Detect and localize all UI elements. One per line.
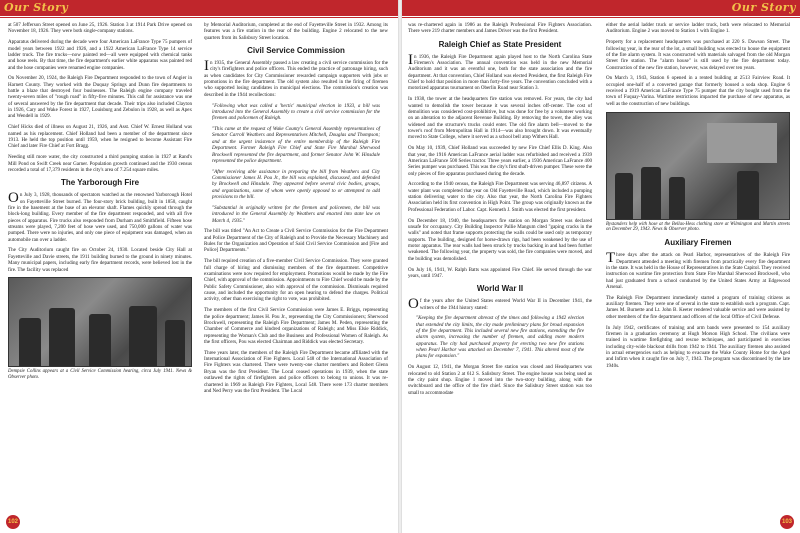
photo-caption: Dempsie Collins appears at a Civil Service Commission hearing, circa July 1941. News & Observer photo. (8, 369, 192, 381)
paragraph: The bill required creation of a five-member Civil Service Commission. They were granted full charge of hiring and dismissing members of the fire department. Competitive examinations were now required for employment. Promotions would be made by the Fire Chief, with approval of the commission. Appointments to Fire Chief would be made by the Public Safety Commissioner, also with approval of the commission. Dismissals required cause, and included the opportunity for an open hearing to defend the charges. Political activity, other than exercising the right to vote, was prohibited. (204, 258, 388, 303)
paragraph: The Raleigh Fire Department immediately started a program of training citizens as auxiliary firemen. They were one of several in the state to establish such a program. Capt. James M. Burnette and Lt. John B. Keeter rendered valuable service and were assisted by other members of the fire department and officers of the local Office of Civil Defense. (606, 294, 790, 320)
right-page (402, 0, 800, 533)
quote: "Keeping the fire department abreast of the times and following a 1942 election that extended the city limits, the city made preliminary plans for broad expansion of the fire department. This included several new fire stations, extending the fire alarm system, increasing the number of firemen, and adding more modern apparatus. The city had purchased property for erecting two new fire stations when Pearl Harbor was attacked on December 7, 1941. This altered most of the plans for expansion." (416, 315, 584, 360)
paragraph: On July 16, 1941, W. Ralph Batts was appointed Fire Chief. He served through the war years, until 1947. (408, 266, 592, 279)
paragraph: Three days after the attack on Pearl Harbor, representatives of the Raleigh Fire Department attended a meeting with firemen from practically every fire department in the state. It was held in the House of Representatives in the State Capitol. They received instruction on wartime fire protection from State Fire Marshal Sherwood Brockwell, who had just graduated from a school conducted by the United States Army at Edgewood Arsenal. (606, 250, 790, 290)
paragraph: The members of the first Civil Service Commission were James E. Briggs, representing the police department; James H. Pou Jr., representing the City Commissioners; Sherwood Brockwell, representing the Raleigh Fire Department; James M. Peden, representing the Chamber of Commerce and kindred organizations of Raleigh; and Miss Elsie Riddick, representing the Woman's Club and the Business and Professional Women of Raleigh. As the first officers, Pou was elected Chairman and Riddick was elected Secretary. (204, 307, 388, 345)
hearing-photo (8, 277, 192, 367)
paragraph: On November 20, 1924, the Raleigh Fire Department responded to the town of Angier in Harnett County. They worked with the Duquay Springs and Dunn fire departments to battle a blaze that destroyed four businesses. The Raleigh engine company traveled twenty-seven miles of "rough road" in fifty-five minutes. This call for assistance was one of several answered by the fire department that decade. Their trips also included Clayton in 1926, Cary and Wake Forest in 1927, Louisburg and Zebulon in 1928, as well as Apex and Wendell in 1929. (8, 75, 192, 120)
fire-photo (606, 112, 790, 220)
page-number-left: 102 (6, 515, 20, 529)
paragraph: Apparatus delivered during the decade were four American LaFrance Type 75 pumpers of model years between 1922 and 1926, and a 1922 American LaFrance Type 14 service ladder truck. The fire trucks—now painted red—all were equipped with chemical tanks and hose reels. By that time, the fire department's earlier white apparatus was painted red and the hose companies were renamed engine companies. (8, 39, 192, 71)
page-header-left: Our Story (0, 0, 398, 16)
paragraph: by Memorial Auditorium, completed at the end of Fayetteville Street in 1932. Among its features was a fire station in the rear of the building. Engine 2 relocated to the new quarters from its Salisbury Street location. (204, 22, 388, 41)
paragraph: In 1938, the tower at the headquarters fire station was removed. For years, the city had wanted to demolish the tower because it was several inches off-center. The cost of demolition was considered cost-prohibitive, but was done for free by a volunteer working on an alteration to the adjacent Revenue Building. By removing the tower, the alley was widened and the structure's trucks could enter. The old fire alarm bell—moved to the tower's roof from Metropolitan Hall in 1914—was also brought down. It was eventually moved to State College, where it served as a school bell atop Withers Hall. (408, 96, 592, 141)
paragraph: On August 12, 1941, the Morgan Street fire station was closed and Headquarters was relocated to old Station 2 at 612 S. Salisbury Street. The engine house was being used as the city paint shop. Engine 1 moved into the two-story building, along with the switchboard and the office of the fire chief. Since the Salisbury Street station was too small to accommodate (408, 364, 592, 396)
paragraph: Chief Hicks died of illness on August 21, 1926, and Asst. Chief W. Ernest Holland was named as his replacement. Chief Holland had been a member of the department since 1913. He held the top position until 1959, when he resigned to become Assistant Fire Chief and later Fire Chief at Fort Bragg. (8, 124, 192, 150)
paragraph: On March 3, 1943, Station 6 opened in a rented building at 2513 Fairview Road. It occupied one-half of a converted garage that formerly housed a soda shop. Engine 6 received a 1919 American LaFrance Type 75 pumper that the city bought used from the town of Fuquay-Varina. Wartime restrictions impacted the purchase of new apparatus, as well as the construction of new buildings. (606, 75, 790, 107)
paragraph: On July 3, 1928, thousands of spectators watched as the renowned Yarborough Hotel on Fayetteville Street burned. The four-story brick building, built in 1850, caught fire in the basement at the base of an elevator shaft. Flames quickly spread through the block-long building. Every member of the fire department responded, and with all five pieces of apparatus. Fire trucks also responded from Durham and Smithfield. Fifteen hose streams were played, 7,200 feet of hose were used, and 750,000 gallons of water was pumped. There were no injuries, and only one piece of equipment was damaged, when an automobile ran over a ladder. (8, 190, 192, 243)
paragraph: In 1935, the General Assembly passed a law creating a civil service commission for the city's firefighters and police officers. This ended the practice of patronage hiring, such as when candidates for City Commissioner rewarded campaign supporters with jobs or promotions in the fire department. The old system also resulted in the firing of firemen who supported losing candidates in municipal elections. The commission's creation was described in the 1944 recollections: (204, 58, 388, 98)
quote: "Following what was called a 'hectic' municipal election in 1933, a bill was introduced into the General Assembly to create a civil service commission for the firemen and policemen of Raleigh. (212, 102, 380, 122)
paragraph: Of the years after the United States entered World War II in December 1941, the writers of the 1944 history stated: (408, 296, 592, 313)
paragraph: Three years later, the members of the Raleigh Fire Department became affiliated with the International Association of Fire Fighters. Local 548 of the International Association of Fire Fighters was chartered. There were twenty-one charter members and Robert Glenn Bryan was the first President. The Local ceased operations in 1939, when the state outlawed the rights of firefighters and police officers to belong to unions. It was re-chartered in 1969 as Raleigh Fire Fighters, Local 548. There were 173 charter members and Ned Perry was the first President. The Local (204, 349, 388, 394)
quote: "This came at the request of Wake County's General Assembly representatives of Senator Carroll Weathers and Representatives Mitchell, Douglas and Thompson; and at the urgent insistence of the entire membership of the Raleigh Fire Department. Former Raleigh Fire Chief and State Fire Marshal Sherwood Brockwell represented the fire department, and former Senator John W. Hinsdale represented the police department. (212, 126, 380, 164)
paragraph: Needing still more water, the city constructed a third pumping station in 1927 at Rand's Mill Pond on Swift Creek near Garner. Population growth continued and the 1930 census recorded a total of 17,379 residents in the city's area of 7.254 square miles. (8, 154, 192, 173)
section-heading: Raleigh Chief as State President (438, 39, 562, 49)
paragraph: In July 1942, certificates of training and arm bands were presented to 154 auxiliary firemen in a graduation ceremony at Hugh Morson High School. The civilians were trained in wartime firefighting and rescue techniques, and participated in exercises including city-wide blackout drills from 1942 to 1944. The auxiliary firemen also assisted in actual emergencies such as helping to evacuate the Wake County Home for the Aged and Infirm when it caught fire on July 7, 1943. The program was discontinued by the late 1940s. (606, 324, 790, 369)
paragraph: at 507 Jefferson Street opened on June 25, 1926. Station 3 at 1914 Park Drive opened on November 18, 1926. They were both single-company stations. (8, 22, 192, 35)
section-heading: World War II (476, 284, 524, 294)
header-rule (402, 17, 800, 18)
paragraph: In 1936, the Raleigh Fire Department again played host to the North Carolina State Firemen's Association. The annual convention was held in the new Memorial Auditorium and it was an eventful one, both for the state association and the fire department. At that convention, Chief Holland was elected President, the first Raleigh Fire Chief to hold that position in more than forty-five years. The convention concluded with a motorized apparatus tournament on Oberlin Road near Station 3. (408, 51, 592, 92)
left-column-2 (204, 22, 388, 399)
header-rule (0, 17, 398, 18)
section-heading: Civil Service Commission (247, 46, 345, 56)
quote: "Substantial in originally written for the firemen and policemen, the bill was introduced in the General Assembly by Weathers and enacted into state law on March 4, 1935." (212, 204, 380, 224)
left-column-1 (8, 22, 192, 385)
right-column-2 (606, 22, 790, 374)
paragraph: was re-chartered again in 1986 as the Raleigh Professional Fire Fighters Association. There were 219 charter members and James Driver was the first President. (408, 22, 592, 35)
paragraph: On May 10, 1939, Chief Holland was succeeded by new Fire Chief Ellis D. King. Also that year, the 1916 American LaFrance aerial ladder was refurbished and received a 1939 American LaFrance 500 Series tractor. Three years earlier, a 1936 American LaFrance 400 Series pumper was purchased. This was the city's first shaft-driven pumper. These were the only pieces of fire apparatus purchased during the decade. (408, 145, 592, 177)
paragraph: The bill was titled "An Act to Create a Civil Service Commission for the Fire Department and Police Department of the City of Raleigh and to Provide the Necessary Machinery and Rules for the Organization and Operation of Said Civil Service Commission and [Fire and Police] Departments." (204, 228, 388, 254)
quote: "After receiving able assistance in preparing the bill from Weathers and City Commissioner James H. Pou Jr., the bill was explained, discussed, and defended by Brockwell and Hinsdale. They appeared before several civic bodies, groups, and organizations, some of whom were openly opposed to or attempted to add provisions to the bill. (212, 168, 380, 201)
paragraph: either the aerial ladder truck or service ladder truck, both were relocated to Memorial Auditorium. Engine 2 was moved to Station 1 with Engine 1. (606, 22, 790, 35)
paragraph: According to the 1940 census, the Raleigh Fire Department was serving 46,897 citizens. A water plant was completed that year on Old Fayetteville Road, which included a pumping station delivering water to the city. Also that year, the North Carolina Fire Fighters Association held its first convention in High Point. The group was originally known as the Professional Federation of Labor. Capt. Kenneth J. Smith was elected the first president. (408, 181, 592, 213)
page-number-right: 103 (780, 515, 794, 529)
paragraph: The City Auditorium caught fire on October 24, 1930. Located beside City Hall at Fayetteville and Davie streets, the 1911 building burned to the ground in ninety minutes. Many municipal papers, including early fire department records, were believed lost in the fire. The facility was replaced (8, 247, 192, 273)
right-column-1 (408, 22, 592, 401)
paragraph: Property for a replacement headquarters was purchased at 220 S. Dawson Street. The following year, in the rear of the lot, a small building was erected to house the equipment of the fire alarm system. It was constructed with materials salvaged from the old Morgan Street fire station. The "alarm house" is still used by the fire department today. Construction of the new fire station, however, was delayed over ten years. (606, 39, 790, 71)
section-heading: The Yarborough Fire (60, 178, 140, 188)
photo-caption: Bystanders help with hose at the Bellas-Hess clothing store at Wilmington and Martin streets on December 29, 1943. News & Observer photo. (606, 221, 790, 233)
paragraph: On December 18, 1940, the headquarters fire station on Morgan Street was declared unsafe for occupancy. City Building Inspector Pallie Mangum cited "gaping cracks in the walls" and noted that frame supports protecting the walls could be used only as temporary supports. The building, designed for horse-drawn rigs, had been weakened by the use of motor apparatus. The rear walls had been struck by trucks backing in and had been further weakened. The following year, the property was sold, the fire companies were moved, and the building was demolished. (408, 217, 592, 262)
left-page (0, 0, 398, 533)
section-heading: Auxiliary Firemen (664, 238, 732, 248)
page-header-right: Our Story (402, 0, 800, 16)
